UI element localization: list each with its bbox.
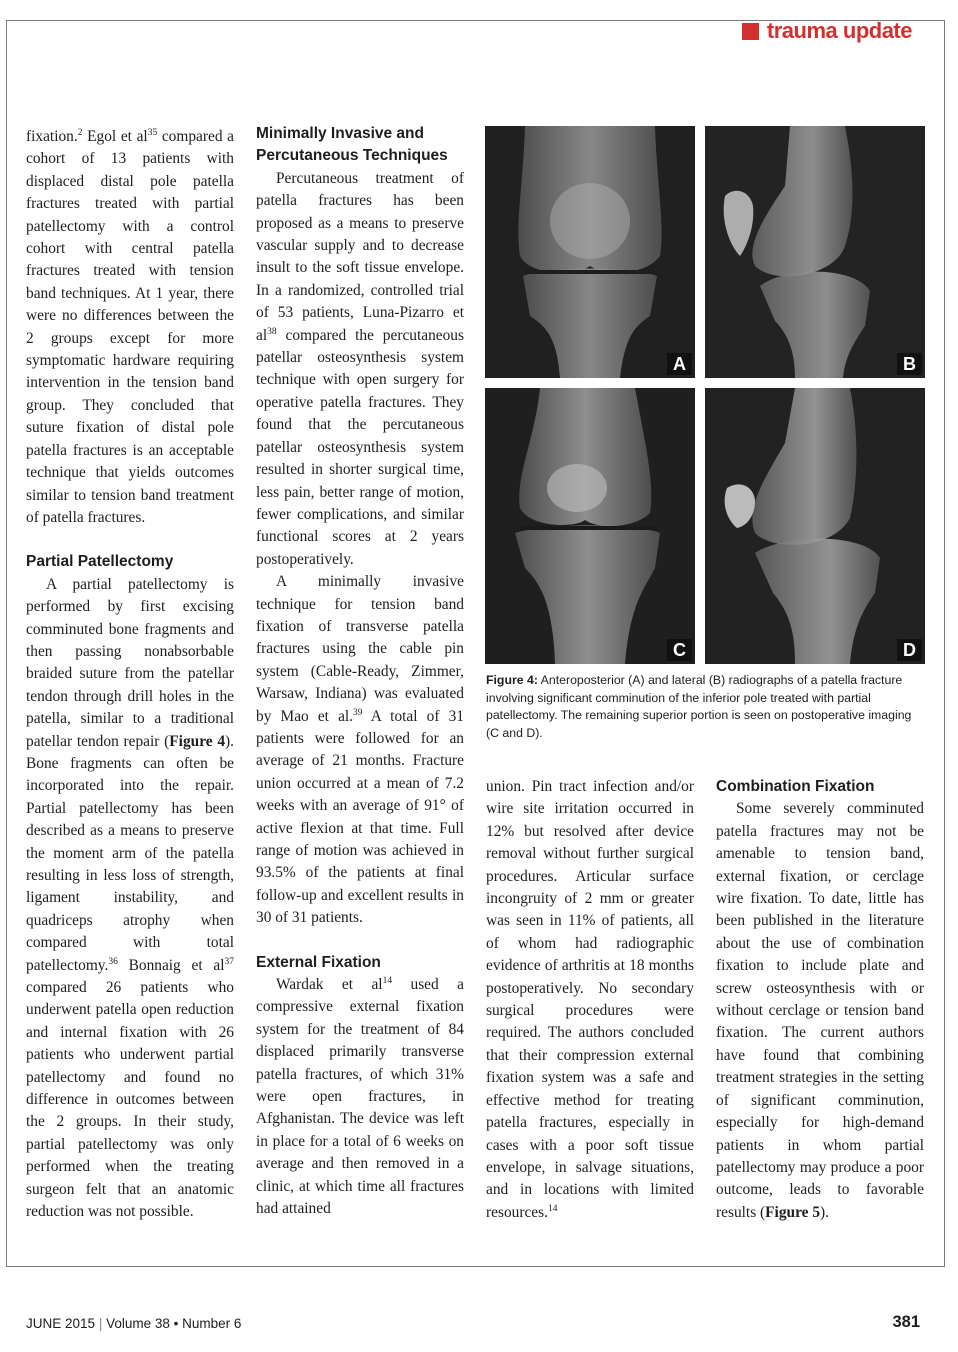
paragraph-percutaneous: Percutaneous treatment of patella fractures has been proposed as a means to preserve vascular supply and to decrease insult to the soft tissue envelope. In a randomized, controlled trial of 53 patients, Luna-Pizarro et $al^{38}$ compared the percutaneous patellar osteosynthesis system technique with open surgery for operative patella fractures. They found that the percutaneous patellar osteosynthesis system resulted in shorter surgical time, less pain, better range of motion, fewer complications, and similar functional scores at 2 years postoperatively.	[256, 169, 464, 568]
paragraph-union: union. Pin tract infection and/or wire site irritation occurred in 12% but resolved after device removal without further surgical procedures. Articular surface incongruity of 2 mm or greater was seen in 11% of patients, all of whom had radiographic evidence of arthritis at 18 months postoperatively. No secondary surgical procedures were required. The authors concluded that their compression external fixation system was a safe and effective method for treating patella fractures, especially in cases with a poor soft tissue envelope, in salvage situations, and in locations with limited resources.$^{14}$	[486, 778, 694, 1221]
heading-partial-patellectomy: Partial Patellectomy	[26, 553, 174, 571]
paragraph-egol: fixation.$^2$ Egol et $al^{35}$ compared a cohort of 13 patients with displaced distal pole patella fractures treated with partial patellectomy with a control cohort with central patella fractures treated with tension band techniques. At 1 year, there were no differences between the 2 groups except for more symptomatic hardware requiring intervention in the tension band group. They concluded that suture fixation of distal pole patella fractures is an acceptable technique that yields outcomes similar to tension band treatment of patella fractures.	[26, 128, 235, 526]
column-2	[256, 123, 464, 1221]
heading-minimally-invasive: Minimally Invasive and Percutaneous Techniques	[256, 125, 448, 165]
panel-label-a: A	[667, 353, 692, 375]
figure-caption: Figure 4: Anteroposterior (A) and lateral (B) radiographs of a patella fracture involving significant comminution of the inferior pole treated with partial patellectomy. The remaining superior portion is seen on postoperative imaging (C and D).	[486, 673, 912, 740]
radiograph-b	[705, 126, 925, 378]
footer-volume: Volume 38	[106, 1316, 170, 1331]
section-header	[742, 20, 912, 42]
figure-4	[485, 126, 925, 664]
section-title: trauma update	[766, 18, 912, 43]
paragraph-combination: Some severely comminuted patella fractures may not be amenable to tension band, external fixation, or cerclage wire fixation. To date, little has been published in the literature about the use of combination fixation to include plate and screw osteosynthesis with or without cerclage or tension band fixation. The current authors have found that combining treatment strategies in the setting of significant comminution, especially for high-demand patients in whom partial patellectomy may produce a poor outcome, leads to favorable results (Figure 5).	[716, 800, 924, 1221]
panel-label-b: B	[897, 353, 922, 375]
heading-external-fixation: External Fixation	[256, 953, 381, 971]
radiograph-d	[705, 388, 925, 664]
heading-combination-fixation: Combination Fixation	[716, 778, 875, 795]
footer-issue: JUNE 2015 | Volume 38 • Number 6	[26, 1316, 242, 1331]
radiograph-c	[485, 388, 695, 664]
page-number: 381	[892, 1313, 920, 1331]
footer-month: JUNE 2015	[26, 1316, 96, 1331]
paragraph-external-fixation: Wardak et $al^{14}$ used a compressive external fixation system for the treatment of 84 displaced primarily transverse patella fractures, of which 31% were open fractures, in Afghanistan. The device was left in place for a total of 6 weeks on average and then removed in a clinic, at which time all fractures had attained	[256, 976, 464, 1218]
column-1	[26, 126, 234, 1224]
radiograph-a	[485, 126, 695, 378]
panel-label-d: D	[897, 639, 922, 661]
paragraph-minimally-invasive: A minimally invasive technique for tension band fixation of transverse patella fractures using the cable pin system (Cable-Ready, Zimmer, Warsaw, Indiana) was evaluated by Mao et al.$^{39}$ A total of 31 patients were followed for an average of 21 months. Fracture union occurred at a mean of 7.2 weeks with an average of 91° of active flexion at that time. Full range of motion was achieved in 93.5% of the patients at final follow-up and excellent results in 30 of 31 patients.	[256, 573, 464, 927]
paragraph-partial-patellectomy: A partial patellectomy is performed by first excising comminuted bone fragments and then passing nonabsorbable braided suture from the patellar tendon through drill holes in the patella, similar to a traditional patellar tendon repair (Figure 4). Bone fragments can often be incorporated into the repair. Partial patellectomy has been described as a means to preserve the moment arm of the patella resulting in less loss of strength, ligament instability, and quadriceps atrophy when compared with total patellectomy.$^{36}$ Bonnaig et $al^{37}$ compared 26 patients who underwent patella open reduction and internal fixation with 26 patients who underwent partial patellectomy and found no difference in outcomes between the 2 groups. In their study, partial patellectomy was only performed when the treating surgeon felt that an anatomic reduction was not possible.	[26, 575, 234, 1221]
figure-5-ref[interactable]: Figure 5	[765, 1203, 821, 1221]
figure-4-ref[interactable]: Figure 4	[169, 732, 226, 750]
panel-label-c: C	[667, 639, 692, 661]
column-3	[486, 776, 694, 1224]
footer-bullet: •	[173, 1316, 179, 1331]
section-marker-icon	[742, 23, 759, 40]
footer-number: Number 6	[182, 1316, 242, 1331]
column-4	[716, 776, 924, 1224]
